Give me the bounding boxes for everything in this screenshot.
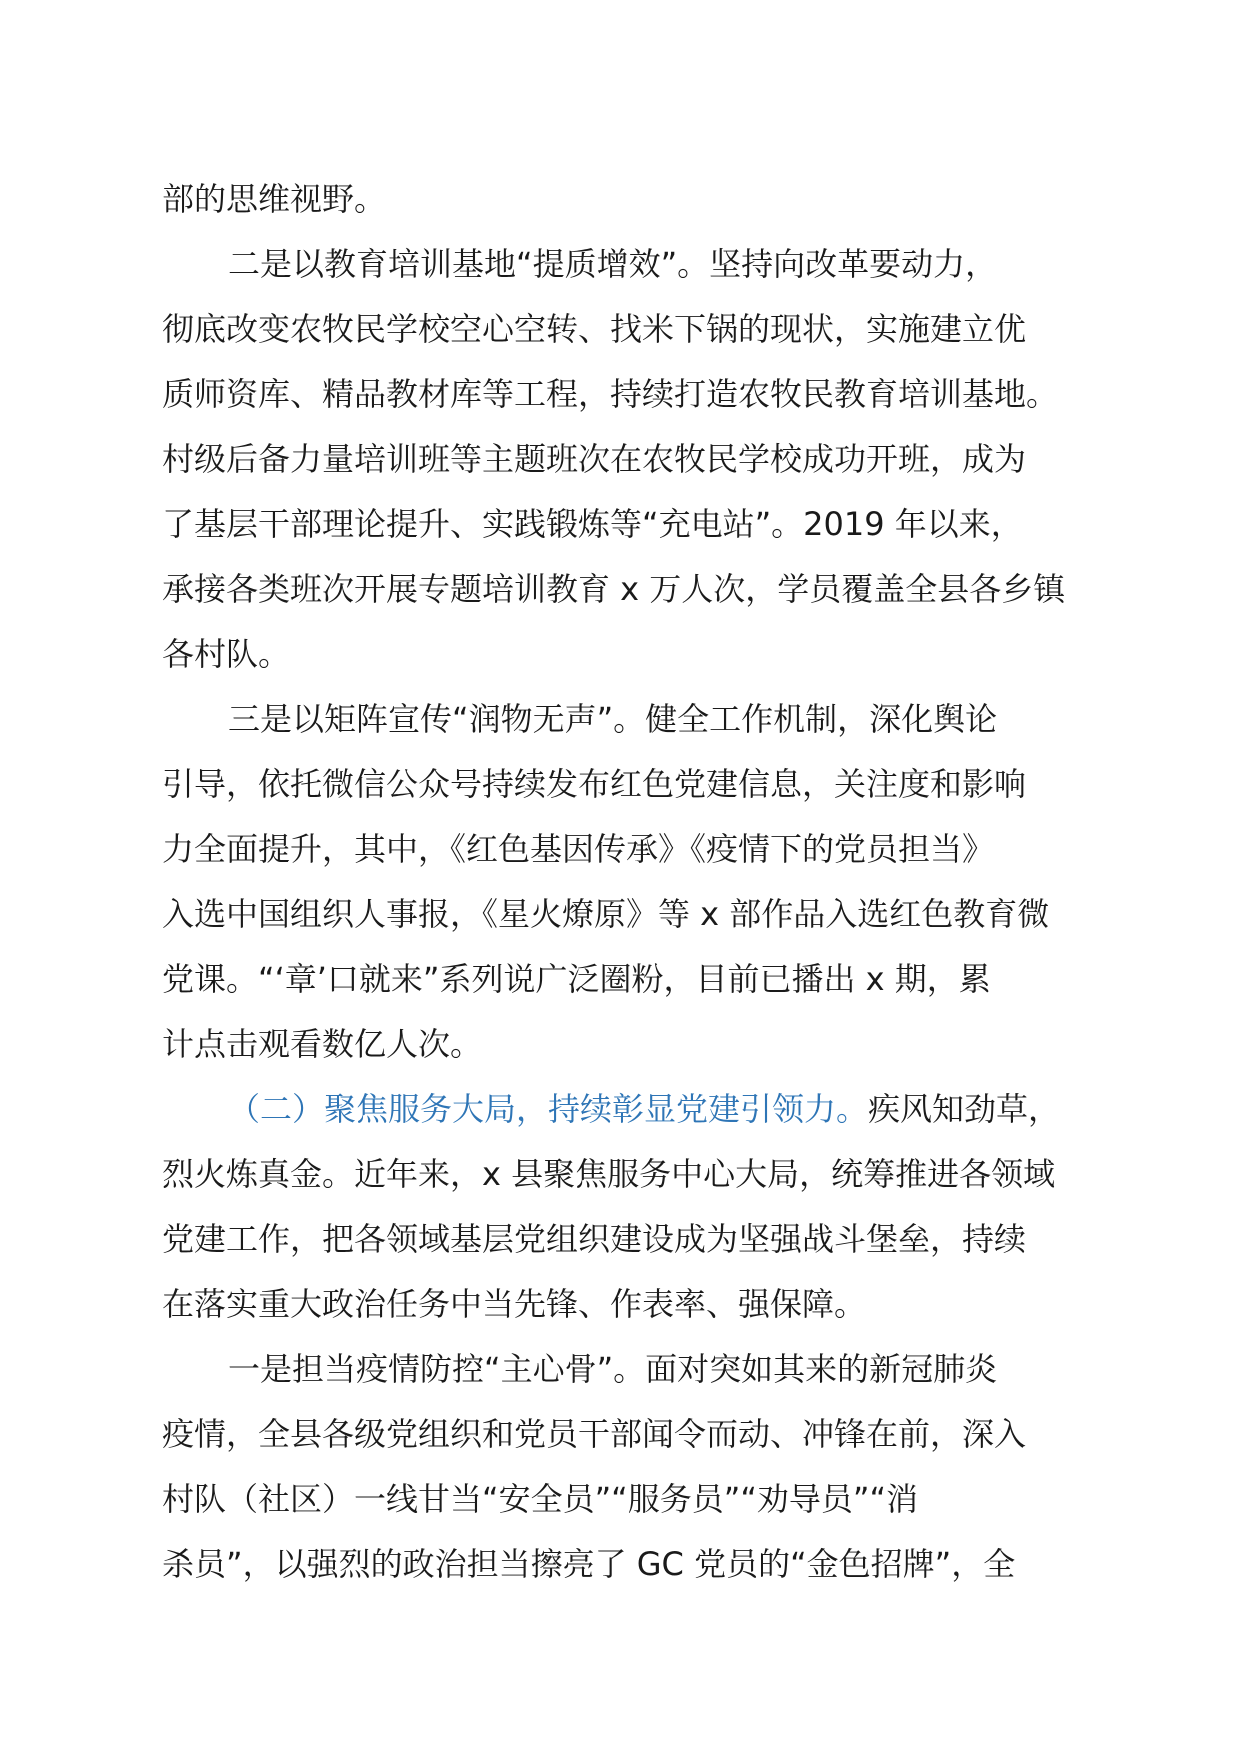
text-line <box>162 1337 1102 1402</box>
text-line <box>162 1272 1102 1337</box>
text-segment: 在落实重大政治任务中当先锋、作表率、强保障。 <box>162 1285 867 1323</box>
text-segment: 三是以矩阵宣传“润物无声”。健全工作机制，深化舆论 <box>228 700 998 738</box>
text-line <box>162 752 1102 817</box>
text-line <box>162 947 1102 1012</box>
text-segment: 党建工作，把各领域基层党组织建设成为坚强战斗堡垒，持续 <box>162 1220 1027 1258</box>
text-segment: 计点击观看数亿人次。 <box>162 1025 483 1063</box>
text-line <box>162 622 1102 687</box>
section-heading: （二）聚焦服务大局，持续彰显党建引领力。 <box>228 1090 869 1128</box>
text-segment: 疫情，全县各级党组织和党员干部闻令而动、冲锋在前，深入 <box>162 1415 1027 1453</box>
text-line <box>162 297 1102 362</box>
text-segment: 党课。“‘章’口就来”系列说广泛圈粉，目前已播出 x 期，累 <box>162 960 991 998</box>
text-line <box>162 1077 1102 1142</box>
text-segment: 质师资库、精品教材库等工程，持续打造农牧民教育培训基地。 <box>162 375 1059 413</box>
text-line <box>162 1402 1102 1467</box>
text-line <box>162 1142 1102 1207</box>
text-line <box>162 1467 1102 1532</box>
text-line <box>162 1012 1102 1077</box>
text-segment: 村级后备力量培训班等主题班次在农牧民学校成功开班，成为 <box>162 440 1027 478</box>
text-segment: 二是以教育培训基地“提质增效”。坚持向改革要动力， <box>228 245 998 283</box>
text-line <box>162 557 1102 622</box>
text-line <box>162 882 1102 947</box>
text-line <box>162 1207 1102 1272</box>
text-line <box>162 362 1102 427</box>
text-line <box>162 167 1102 232</box>
text-segment: 村队（社区）一线甘当“安全员”“服务员”“劝导员”“消 <box>162 1480 919 1518</box>
text-segment: 一是担当疫情防控“主心骨”。面对突如其来的新冠肺炎 <box>228 1350 998 1388</box>
text-segment: 彻底改变农牧民学校空心空转、找米下锅的现状，实施建立优 <box>162 310 1027 348</box>
text-segment: 入选中国组织人事报，《星火燎原》等 x 部作品入选红色教育微 <box>162 895 1050 933</box>
document-body <box>162 167 1102 1597</box>
text-line <box>162 492 1102 557</box>
text-segment: 了基层干部理论提升、实践锻炼等“充电站”。2019 年以来， <box>162 505 1023 543</box>
text-segment: 杀员”，以强烈的政治担当擦亮了 GC 党员的“金色招牌”，全 <box>162 1545 1016 1583</box>
text-line <box>162 1532 1102 1597</box>
text-segment: 烈火炼真金。近年来，x 县聚焦服务中心大局，统筹推进各领域 <box>162 1155 1056 1193</box>
text-segment: 各村队。 <box>162 635 291 673</box>
text-segment: 承接各类班次开展专题培训教育 x 万人次，学员覆盖全县各乡镇 <box>162 570 1066 608</box>
text-segment: 部的思维视野。 <box>162 180 387 218</box>
text-segment: 引导，依托微信公众号持续发布红色党建信息，关注度和影响 <box>162 765 1027 803</box>
text-segment: 疾风知劲草， <box>868 1090 1061 1128</box>
text-line <box>162 817 1102 882</box>
text-line <box>162 687 1102 752</box>
text-line <box>162 232 1102 297</box>
text-line <box>162 427 1102 492</box>
text-segment: 力全面提升，其中，《红色基因传承》《疫情下的党员担当》 <box>162 830 995 868</box>
